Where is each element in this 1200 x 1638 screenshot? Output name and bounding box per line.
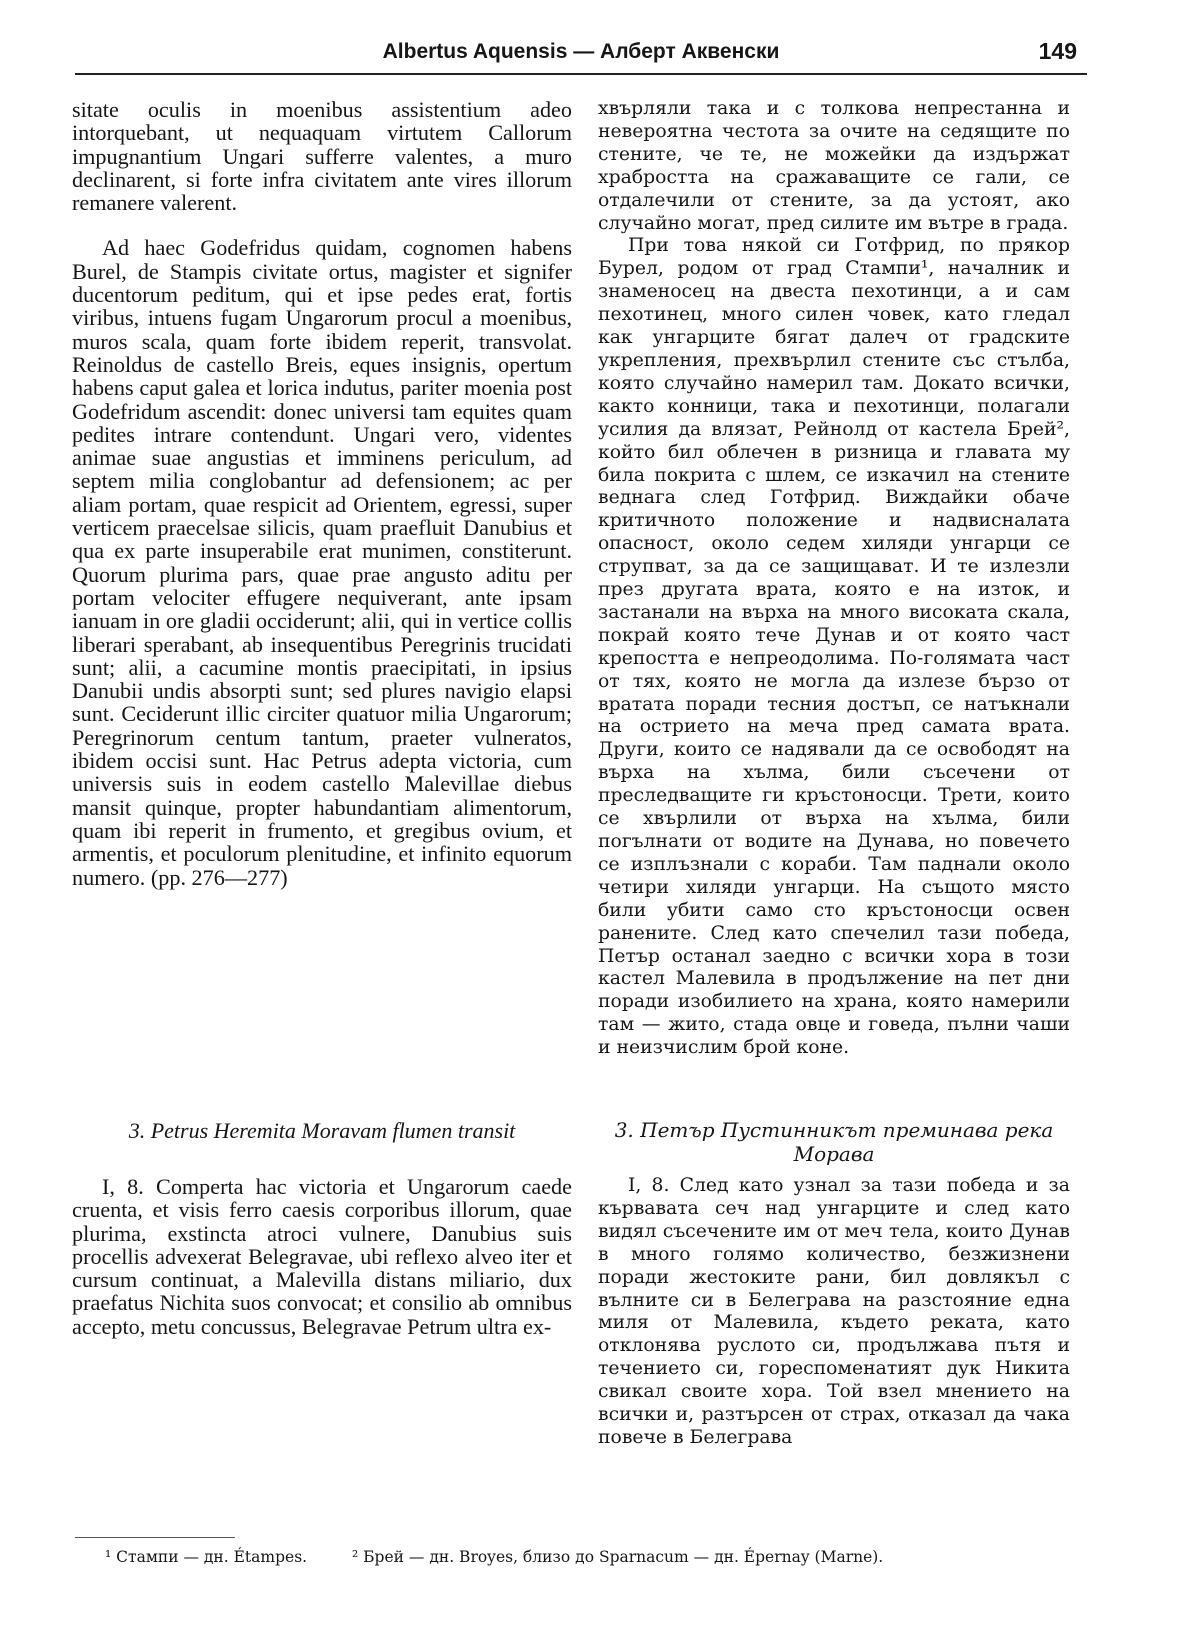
running-title: Albertus Aquensis — Алберт Аквенски [382, 40, 780, 63]
latin-paragraph: sitate oculis in moenibus assistentium adeo intorquebant, ut nequaquam virtutem Callorum impugnantium Ungari sufferre valentes, a muro declinarent, si forte infra civitatem ante vires illorum remanere valerent. [72, 97, 572, 216]
bulgarian-paragraph: хвърляли така и с толкова непрестанна и невероятна честота за очите на седящите по стените, че те, не можейки да издържат храбростта на сражаващите се гали, се отдалечили от стените, за да устоят, ако случайно могат, пред силите им вътре в града. [598, 98, 1070, 234]
footnote-1: ¹ Стампи — дн. Étampes. [105, 1548, 308, 1566]
header-rule [75, 73, 1087, 75]
latin-section-column [72, 1175, 572, 1338]
bulgarian-paragraph: При това някой си Готфрид, по прякор Бурел, родом от град Стампи¹, началник и знаменосец на двеста пехотинци, а и сам пехотинец, много силен човек, като гледал как унгарците бягат далеч от градските укрепления, прехвърлил стените със стълба, която случайно намерил там. Докато всички, както конници, така и пехотинци, полагали усилия да влязат, Рейнолд от кастела Брей², който бил облечен в ризница и главата му била покрита с шлем, се изкачил на стените веднага след Готфрид. Виждайки обаче критичното положение и надвисналата опасност, около седем хиляди унгарци се струпват, за да се защищават. И те излезли през другата врата, която е на изток, и застанали на върха на много високата скала, покрай която тече Дунав и от която част крепостта е непреодолима. По-голямата част от тях, която не могла да излезе бързо от вратата поради тесния достъп, се натъкнали на острието на меча пред самата врата. Други, които се надявали да се освободят на върха на хълма, били съсечени от преследващите ги кръстоносци. Трети, които се хвърлили от върха на хълма, били погълнати от водите на Дунава, но повечето се изплъзнали с кораби. Там паднали около четири хиляди унгарци. На същото място били убити само сто кръстоносци освен ранените. След като спечелил тази победа, Петър останал заедно с всички хора в този кастел Малевила в продължение на пет дни поради изобилието на храна, която намерили там — жито, стада овце и говеда, пълни чаши и неизчислим брой коне. [598, 235, 1070, 1059]
footnote-rule [75, 1537, 235, 1538]
latin-section-title: 3. Petrus Heremita Moravam flumen transit [128, 1118, 516, 1143]
bulgarian-section-column [598, 1175, 1070, 1450]
latin-paragraph: Ad haec Godefridus quidam, cognomen habens Burel, de Stampis civitate ortus, magister et signifer ducentorum peditum, qui et ipse pedes erat, fortis viribus, intuens fugam Ungarorum procul a moenibus, muros scala, quam forte ibidem reperit, transvolat. Reinoldus de castello Breis, eques insignis, opertum habens caput galea et lorica indutus, pariter moenia post Godefridum ascendit: donec universi tam equites quam pedites intrare contendunt. Ungari vero, videntes animae suae angustias et imminens periculum, ad septem milia conglobantur ad defensionem; ac per aliam portam, quae respicit ad Orientem, egressi, super verticem praecelsae silicis, quam praefluit Danubius et qua ex parte insuperabile erat munimen, constiterunt. Quorum plurima pars, quae prae angusto aditu per portam velociter effugere nequiverant, ante ipsam ianuam in ore gladii occiderunt; alii, qui in vertice collis liberari sperabant, ab insequentibus Peregrinis trucidati sunt; alii, a cacumine montis praecipitati, in ipsius Danubii undis absorpti sunt; sed plures navigio elapsi sunt. Ceciderunt illic circiter quatuor milia Ungarorum; Peregrinorum centum tantum, praeter vulneratos, ibidem occisi sunt. Hac Petrus adepta victoria, cum universis suis in eodem castello Malevillae diebus mansit quinque, propter habundantiam alimentorum, quam ibi reperit in frumento, et gregibus ovium, et armentis, et poculorum plenitudine, et infinito equorum numero. (pp. 276—277) [72, 235, 572, 890]
page-number: 149 [1038, 38, 1077, 64]
page-header [75, 36, 1087, 76]
footnotes [105, 1548, 1105, 1566]
bulgarian-section-text: I, 8. След като узнал за тази победа и за кървавата сеч над унгарците и след като видял съсечените им от меч тела, които Дунав в много голямо количество, безжизнени поради жестоките рани, бил довлякъл с вълните си в Белеграва на разстояние една миля от Малевила, където реката, като отклонява руслото си, продължава пътя и течението си, гореспоменатият дук Никита свикал своите хора. Той взел мнението на всички и, разтърсен от страх, отказал да чака повече в Белеграва [598, 1175, 1070, 1448]
bulgarian-section-title: 3. Петър Пустинникът преминава река Морава [614, 1118, 1054, 1166]
footnote-2: ² Брей — дн. Broyes, близо до Sparnacum — дн. Épernay (Marne). [352, 1548, 884, 1566]
bulgarian-column [598, 98, 1070, 1060]
latin-section-text: I, 8. Comperta hac victoria et Ungarorum caede cruenta, et visis ferro caesis corporibus illorum, quae plurima, exstincta atroci vulnere, Danubius suis procellis advexerat Belegravae, ubi reflexo alveo iter et cursum continuat, a Malevilla distans miliario, dux praefatus Nichita suos convocat; et consilio ab omnibus accepto, metu concussus, Belegravae Petrum ultra ex- [72, 1174, 572, 1339]
latin-column [72, 98, 572, 889]
